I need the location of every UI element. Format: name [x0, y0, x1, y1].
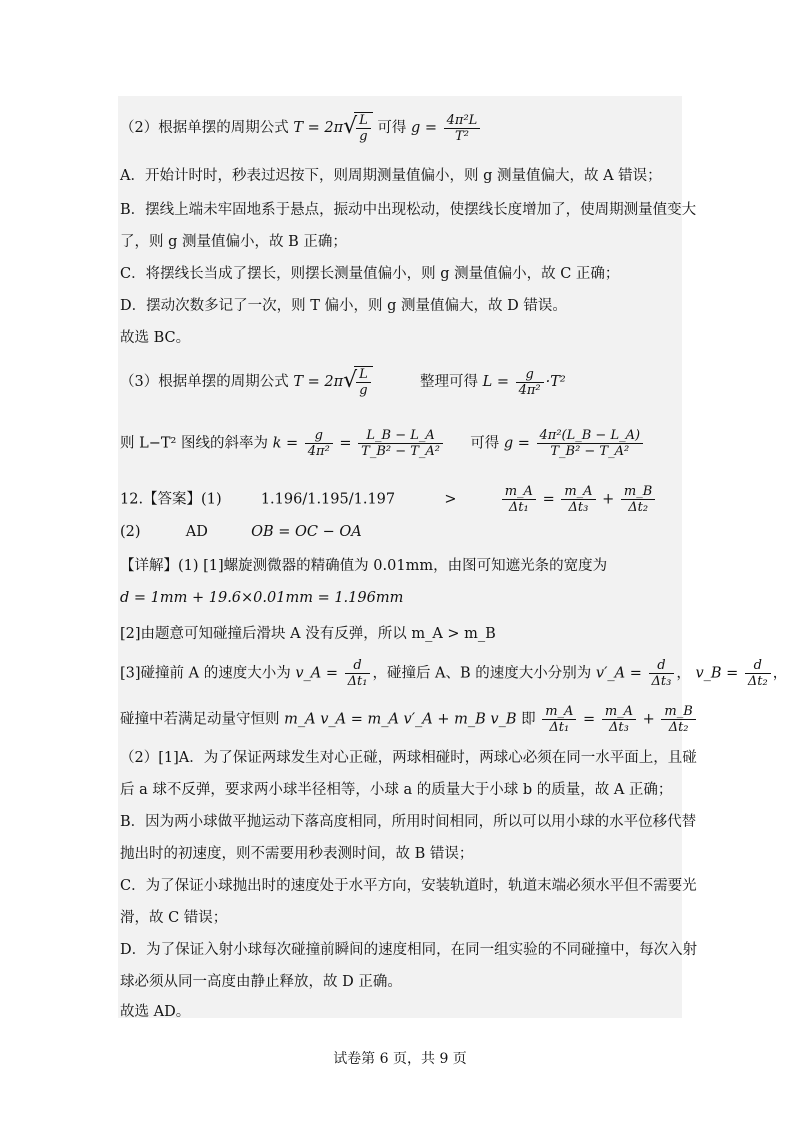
text: 可得: [470, 435, 500, 452]
operator: =: [583, 711, 596, 728]
text: （3）根据单摆的周期公式: [120, 374, 289, 390]
numerator: m_A: [504, 484, 533, 499]
detail-4: [120, 704, 698, 735]
part2-A-2: 后 a 球不反弹，要求两小球半径相等，小球 a 的质量大于小球 b 的质量，故 A 正确；: [120, 782, 673, 798]
formula: g =: [411, 120, 438, 136]
denominator: 4π²: [516, 382, 544, 398]
sqrt: [343, 366, 373, 398]
slope-line: [120, 428, 645, 459]
answer-label: (2): [120, 524, 141, 540]
numerator: m_A: [545, 704, 574, 719]
denominator: g: [356, 128, 371, 144]
denominator: Δt₂: [745, 673, 771, 689]
detail-1-equation: d = 1mm + 19.6×0.01mm = 1.196mm: [120, 590, 404, 606]
denominator: g: [356, 382, 371, 398]
denominator: 4π²: [305, 443, 333, 459]
numerator: L_B − L_A: [366, 428, 435, 443]
sqrt: [343, 112, 373, 144]
line-D: D．摆动次数多记了一次，则 T 偏小，则 g 测量值偏大，故 D 错误。: [120, 298, 567, 314]
numerator: d: [753, 658, 762, 673]
formula: ·T²: [545, 374, 566, 390]
part2-D-1: D．为了保证入射小球每次碰撞前瞬间的速度相同，在同一组实验的不同碰撞中，每次入射: [120, 942, 698, 958]
text: 则 L−T² 图线的斜率为: [120, 435, 268, 452]
line-C: C．将摆线长当成了摆长，则摆长测量值偏小，则 g 测量值偏小，故 C 正确；: [120, 266, 620, 282]
operator: =: [542, 491, 555, 508]
formula: T = 2π: [293, 374, 344, 390]
denominator: Δt₁: [345, 673, 371, 689]
operator: +: [602, 491, 615, 508]
answer-value: >: [444, 491, 457, 508]
formula: T = 2π: [293, 120, 344, 136]
numerator: m_A: [564, 484, 593, 499]
answer-label: 12.【答案】(1): [120, 491, 222, 508]
answer-12-line: [120, 484, 657, 515]
choose-ad: 故选 AD。: [120, 1004, 191, 1020]
text: [3]碰撞前 A 的速度大小为: [120, 665, 291, 682]
text: 可得: [377, 120, 407, 136]
numerator: g: [314, 428, 323, 443]
part2-formula-line: [120, 112, 482, 144]
denominator: Δt₃: [649, 673, 675, 689]
numerator: d: [657, 658, 666, 673]
part2-C-1: C．为了保证小球抛出时的速度处于水平方向，安装轨道时，轨道末端必须水平但不需要光: [120, 878, 697, 894]
denominator: Δt₂: [661, 719, 695, 735]
text: （2）根据单摆的周期公式: [120, 120, 289, 136]
operator: =: [339, 435, 352, 452]
line-A: A．开始计时时，秒表过迟按下，则周期测量值偏小，则 g 测量值偏大，故 A 错误；: [120, 168, 662, 184]
part2-C-2: 滑，故 C 错误；: [120, 910, 228, 926]
denominator: T²: [444, 128, 481, 144]
formula: g =: [503, 435, 530, 452]
denominator: Δt₃: [602, 719, 636, 735]
denominator: T_B² − T_A²: [358, 443, 443, 459]
page-footer: 试卷第 6 页，共 9 页: [333, 1051, 467, 1067]
part2-B-1: B．因为两小球做平抛运动下落高度相同，所用时间相同，所以可以用小球的水平位移代替: [120, 814, 697, 830]
text: ，: [676, 665, 691, 682]
numerator: m_B: [664, 704, 693, 719]
numerator: 4π²(L_B − L_A): [539, 428, 641, 443]
line-B2: 了，则 g 测量值偏小，故 B 正确；: [120, 234, 347, 250]
numerator: √ L: [359, 367, 368, 382]
numerator: g: [525, 366, 534, 382]
answer-12-part2: [120, 522, 362, 542]
denominator: Δt₂: [621, 499, 655, 515]
text: 碰撞中若满足动量守恒则: [120, 711, 280, 728]
text: 即: [521, 711, 536, 728]
formula: k =: [272, 435, 299, 452]
answer-value: OB = OC − OA: [251, 524, 362, 540]
formula: L =: [482, 374, 509, 390]
denominator: T_B² − T_A²: [537, 443, 644, 459]
part2-D-2: 球必须从同一高度由静止释放，故 D 正确。: [120, 974, 402, 990]
numerator: m_B: [623, 484, 653, 499]
denominator: Δt₁: [502, 499, 536, 515]
formula: m_A v_A = m_A v′_A + m_B v_B: [284, 711, 517, 728]
numerator: d: [353, 658, 362, 673]
text: 整理可得: [420, 374, 478, 390]
detail-1: 【详解】(1) [1]螺旋测微器的精确值为 0.01mm，由图可知遮光条的宽度为: [120, 558, 608, 574]
line-B1: B．摆线上端未牢固地系于悬点，振动中出现松动，使摆线长度增加了，使周期测量值变大: [120, 202, 697, 218]
formula: v′_A =: [595, 665, 642, 682]
formula: v_A =: [295, 665, 339, 682]
denominator: Δt₃: [561, 499, 595, 515]
answer-value: 1.196/1.195/1.197: [260, 491, 396, 508]
part2-A-1: （2）[1]A．为了保证两球发生对心正碰，两球相碰时，两球心必须在同一水平面上，且碰: [120, 750, 697, 766]
operator: +: [642, 711, 655, 728]
formula: v_B =: [695, 665, 739, 682]
part2-B-2: 抛出时的初速度，则不需要用秒表测时间，故 B 错误；: [120, 846, 474, 862]
detail-2: [2]由题意可知碰撞后滑块 A 没有反弹，所以 m_A > m_B: [120, 626, 496, 642]
denominator: Δt₁: [542, 719, 576, 735]
numerator: m_A: [604, 704, 634, 719]
answer-value: AD: [185, 524, 208, 540]
text: ，碰撞后 A、B 的速度大小分别为: [372, 665, 592, 682]
detail-3: [120, 658, 787, 689]
choose-bc: 故选 BC。: [120, 330, 191, 346]
text: ，: [772, 665, 788, 682]
numerator: √ L: [359, 113, 368, 128]
numerator: 4π²L: [446, 112, 478, 128]
part3-formula-line: [120, 366, 566, 398]
